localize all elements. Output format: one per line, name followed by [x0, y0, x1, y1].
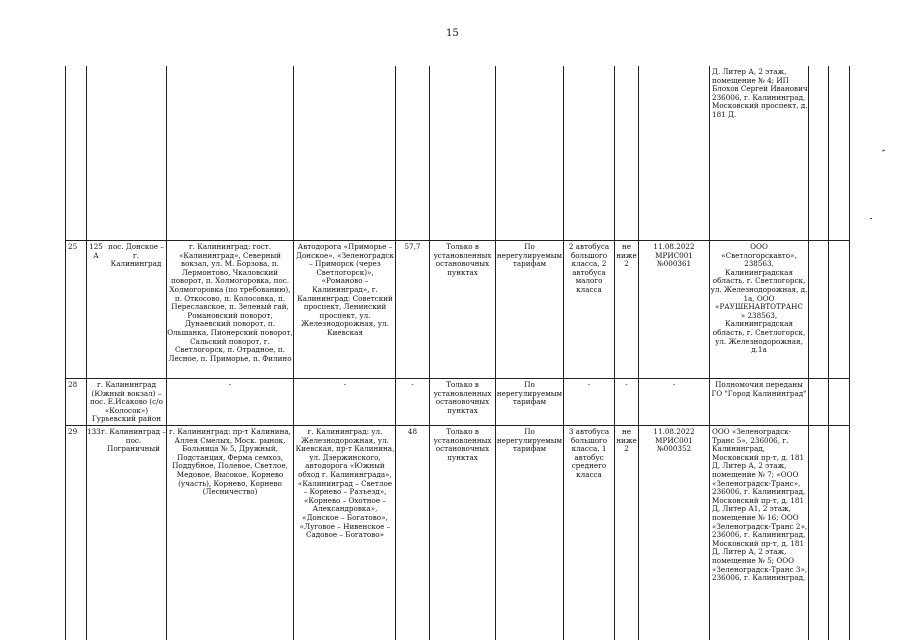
table-cell: Только в установленных остановочных пунктах	[433, 428, 492, 462]
table-cell: 125 А	[89, 243, 103, 260]
table-cell: 11.08.2022 МРИС001 №000352	[653, 428, 695, 454]
col-divider	[395, 66, 396, 640]
table-cell: -	[625, 381, 628, 389]
table-cell: г. Калининград (Южный вокзал) – пос. Е.Исаково (с/о «Колосок») Гурьевский район	[90, 381, 163, 424]
table-cell: 48	[407, 428, 418, 436]
table-cell: 29	[68, 428, 78, 436]
table-cell: По нерегулируемым тарифам	[496, 381, 563, 407]
table-cell: г. Калининград: гост. «Калининград», Северный вокзал, ул. М. Борзова, п. Лермонтово, Чкаловский поворот, п. Холмогоровка, пос. Холмогоровка (по требованию), п. Откосово, п. Колосовка, п. Переславское, п. Зеленый гай, Романовский поворот, Дунаевский поворот, п. Ольшанка, Пионерский поворот, Сальский поворот, г. Светлогорск, п. Отрадное, п. Лесное, п. Приморье, п. Филино	[167, 243, 293, 363]
row-divider	[65, 425, 849, 426]
table-cell: -	[587, 381, 591, 389]
col-divider	[828, 66, 829, 640]
table-cell: 11.08.2022 МРИС001 №000361	[653, 243, 695, 269]
page-number: 15	[446, 28, 459, 39]
table-cell: Д. Литер А, 2 этаж, помещение № 4; ИП Блохов Сергей Иванович 236006, г. Калининград, Московский проспект, д. 181 Д.	[712, 68, 808, 119]
table-cell: Только в установленных остановочных пунктах	[433, 381, 492, 415]
col-divider	[429, 66, 430, 640]
table-cell: ООО «Светлогорскавто», 238563, Калининградская область, г. Светлогорск, ул. Железнодорожная, д. 1а, ООО «РАУШЕНАВТОТРАНС » 238563, Калининградская область, г. Светлогорск, ул. Железнодорожная, д.1а	[710, 243, 808, 355]
table-cell: Автодорога «Приморье – Донское», «Зеленоградск – Приморск (через Светлогорск)», «Романово – Калининград», г. Калининград: Советский проспект, Ленинский проспект, ул. Железнодорожная, ул. Киевская	[296, 243, 394, 337]
table-cell: 28	[68, 381, 78, 389]
table-cell: По нерегулируемым тарифам	[496, 243, 563, 269]
table-cell: -	[672, 381, 676, 389]
col-divider	[293, 66, 294, 640]
table-cell: -	[228, 381, 232, 389]
col-divider	[808, 66, 809, 640]
table-cell: г. Калининград: ул. Железнодорожная, ул. Киевская, пр-т Калинина, ул. Дзержинского, автодорога «Южный обход г. Калининграда», «Калининград – Светлое – Корнево – Разъезд», «Корнево – Охотное – Александровка», «Донское – Богатово», «Луговое – Нивенское – Садовое – Богатово»	[295, 428, 395, 540]
table-cell: не ниже 2	[616, 428, 637, 454]
table-cell: По нерегулируемым тарифам	[496, 428, 563, 454]
row-divider	[65, 378, 849, 379]
col-divider	[638, 66, 639, 640]
table-cell: не ниже 2	[616, 243, 637, 269]
table-cell: Только в установленных остановочных пунктах	[433, 243, 492, 277]
table-cell: Полномочия переданы ГО "Город Калининград"	[711, 381, 807, 398]
table-cell: 2 автобуса большого класса, 2 автобуса малого класса	[568, 243, 610, 294]
table-cell: 3 автобуса большого класса, 1 автобус среднего класса	[568, 428, 610, 479]
table-cell: г. Калининград – пос. Пограничный	[101, 428, 166, 454]
scan-mark	[882, 149, 885, 151]
col-divider	[86, 66, 87, 640]
table-cell: -	[411, 381, 414, 389]
table-cell: 57,7	[404, 243, 421, 251]
table-cell: 25	[68, 243, 78, 251]
table-border-right	[849, 66, 850, 640]
table-border-left	[65, 66, 66, 640]
table-cell: -	[343, 381, 347, 389]
table-cell: ООО «Зеленоградск- Транс 5», 236006, г. Калининград, Московский пр-т, д. 181 Д, Литер А, 2 этаж, помещение № 7; «ООО «Зеленоградск-Транс», 236006, г. Калининград, Московский пр-т, д. 181 Д, Литер А1, 2 этаж, помещение № 16; ООО «Зеленоградск-Транс 2», 236006, г. Калининград, Московский пр-т, д. 181 Д, Литер А, 2 этаж, помещение № 5; ООО «Зеленоградск-Транс 3», 236006, г. Калининград,	[712, 428, 808, 583]
col-divider	[614, 66, 615, 640]
table-cell: 133	[87, 428, 101, 436]
table-cell: г. Калининград: пр-т Калинина, Аллея Смелых, Моск. рынок, Больница № 5, Дружный, Подстанция, Ферма семхоз, Поддубное, Полевое, Светлое, Медовое, Высокое, Корнево (участь), Корнево, Корнево (Лесничество)	[169, 428, 291, 497]
col-divider	[495, 66, 496, 640]
scan-mark	[870, 218, 872, 219]
row-divider	[65, 240, 849, 241]
col-divider	[563, 66, 564, 640]
table-cell: пос. Донское – г. Калининград	[108, 243, 164, 269]
